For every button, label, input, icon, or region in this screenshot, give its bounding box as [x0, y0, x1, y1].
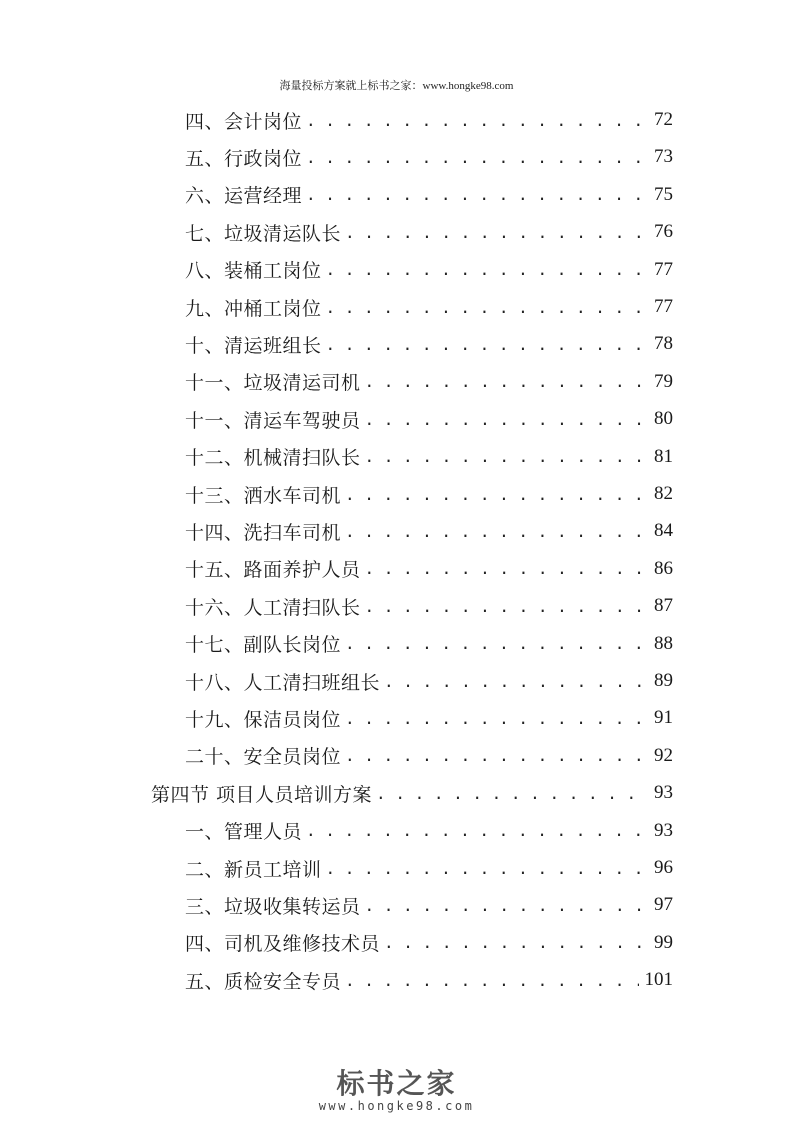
- toc-entry-page-number: 80: [654, 408, 673, 430]
- toc-dot-leader: [345, 522, 645, 541]
- toc-dot-leader: [326, 260, 645, 279]
- toc-entry-title: 十一、清运车驾驶员: [185, 409, 361, 432]
- toc-entry-title: 一、管理人员: [185, 821, 303, 844]
- toc-entry[interactable]: [185, 404, 673, 434]
- toc-dot-leader: [365, 410, 645, 429]
- toc-entry-page-number: 73: [654, 146, 673, 168]
- toc-dot-leader: [376, 784, 645, 803]
- toc-entry-page-number: 88: [654, 632, 673, 654]
- toc-entry[interactable]: [151, 778, 673, 808]
- toc-dot-leader: [384, 933, 645, 952]
- toc-entry-title: 三、垃圾收集转运员: [185, 895, 361, 918]
- toc-dot-leader: [365, 372, 645, 391]
- toc-dot-leader: [365, 896, 645, 915]
- toc-dot-leader: [345, 485, 645, 504]
- toc-entry[interactable]: [185, 142, 673, 172]
- toc-entry[interactable]: [185, 703, 673, 733]
- toc-entry[interactable]: [185, 255, 673, 285]
- toc-dot-leader: [345, 746, 645, 765]
- toc-entry[interactable]: [185, 329, 673, 359]
- toc-entry-title: 十一、垃圾清运司机: [185, 372, 361, 395]
- toc-dot-leader: [345, 223, 645, 242]
- toc-entry[interactable]: [185, 554, 673, 584]
- toc-entry-page-number: 81: [654, 445, 673, 467]
- toc-entry-page-number: 93: [654, 782, 673, 804]
- toc-entry[interactable]: [185, 816, 673, 846]
- toc-dot-leader: [365, 597, 645, 616]
- toc-entry-page-number: 87: [654, 595, 673, 617]
- toc-entry-title: 十七、副队长岗位: [185, 634, 342, 657]
- toc-entry[interactable]: [185, 479, 673, 509]
- toc-entry-page-number: 79: [654, 370, 673, 392]
- toc-entry[interactable]: [185, 217, 673, 247]
- toc-entry-title: 七、垃圾清运队长: [185, 222, 342, 245]
- toc-entry-page-number: 77: [654, 296, 673, 317]
- toc-entry-title: 十三、洒水车司机: [185, 484, 342, 507]
- toc-entry-title: 六、运营经理: [185, 185, 303, 208]
- toc-entry-page-number: 91: [654, 707, 673, 729]
- toc-entry[interactable]: [185, 180, 673, 210]
- toc-dot-leader: [365, 447, 645, 466]
- toc-entry-title: 十九、保洁员岗位: [185, 708, 342, 731]
- toc-dot-leader: [365, 559, 645, 578]
- toc-entry-page-number: 77: [654, 258, 673, 280]
- toc-entry-title: 八、装桶工岗位: [185, 260, 322, 283]
- footer-url: www.hongke98.com: [318, 1099, 475, 1113]
- toc-entry[interactable]: [185, 928, 673, 958]
- toc-entry-page-number: 99: [654, 931, 673, 953]
- toc-entry[interactable]: [185, 741, 673, 771]
- toc-entry-title: 十二、机械清扫队长: [185, 447, 361, 470]
- toc-entry-title: 四、会计岗位: [185, 110, 303, 133]
- toc-entry-title: 十五、路面养护人员: [185, 559, 361, 582]
- toc-entry-page-number: 82: [654, 483, 673, 504]
- footer-logo: 标书之家: [336, 1067, 457, 1100]
- toc-entry-title: 十八、人工清扫班组长: [185, 671, 381, 694]
- toc-entry[interactable]: [185, 853, 673, 883]
- toc-entry-title: 二、新员工培训: [185, 858, 322, 881]
- toc-entry-title: 五、质检安全专员: [185, 970, 342, 993]
- toc-entry[interactable]: [185, 965, 673, 995]
- toc-entry-page-number: 72: [654, 109, 673, 130]
- toc-entry[interactable]: [185, 890, 673, 920]
- toc-entry[interactable]: [185, 629, 673, 659]
- toc-entry-title: 五、行政岗位: [185, 147, 303, 170]
- toc-entry-title: 四、司机及维修技术员: [185, 933, 381, 956]
- toc-entry[interactable]: [185, 591, 673, 621]
- toc-dot-leader: [345, 709, 645, 728]
- toc-entry-page-number: 76: [654, 221, 673, 243]
- toc-entry-title: 十六、人工清扫队长: [185, 596, 361, 619]
- toc-entry-page-number: 96: [654, 857, 673, 878]
- toc-entry[interactable]: [185, 105, 673, 135]
- toc-dot-leader: [306, 111, 645, 130]
- toc-dot-leader: [306, 821, 645, 840]
- toc-dot-leader: [326, 298, 645, 317]
- toc-entry[interactable]: [185, 666, 673, 696]
- toc-entry-title: 九、冲桶工岗位: [185, 297, 322, 320]
- toc-entry[interactable]: [185, 442, 673, 472]
- toc-entry[interactable]: [185, 367, 673, 397]
- toc-entry-page-number: 97: [654, 894, 673, 916]
- page-header: 海量投标方案就上标书之家：www.hongke98.com: [279, 80, 514, 92]
- toc-entry-page-number: 101: [644, 969, 673, 991]
- toc-entry-page-number: 86: [654, 557, 673, 579]
- toc-dot-leader: [326, 335, 645, 354]
- toc-entry-title: 十四、洗扫车司机: [185, 521, 342, 544]
- toc-dot-leader: [306, 185, 645, 204]
- toc-entry-title: 第四节 项目人员培训方案: [151, 783, 373, 806]
- toc-entry-page-number: 92: [654, 744, 673, 766]
- toc-dot-leader: [306, 148, 645, 167]
- toc-dot-leader: [345, 971, 638, 990]
- toc-entry-page-number: 75: [654, 183, 673, 205]
- toc-entry-page-number: 78: [654, 333, 673, 355]
- toc-entry-page-number: 89: [654, 670, 673, 691]
- toc-entry-page-number: 93: [654, 819, 673, 841]
- toc-entry-title: 十、清运班组长: [185, 334, 322, 357]
- toc-entry[interactable]: [185, 292, 673, 322]
- toc-entry-page-number: 84: [654, 520, 673, 542]
- toc-dot-leader: [345, 634, 645, 653]
- toc-dot-leader: [384, 672, 645, 691]
- toc-dot-leader: [326, 859, 645, 878]
- toc-entry-title: 二十、安全员岗位: [185, 746, 342, 769]
- toc-entry[interactable]: [185, 516, 673, 546]
